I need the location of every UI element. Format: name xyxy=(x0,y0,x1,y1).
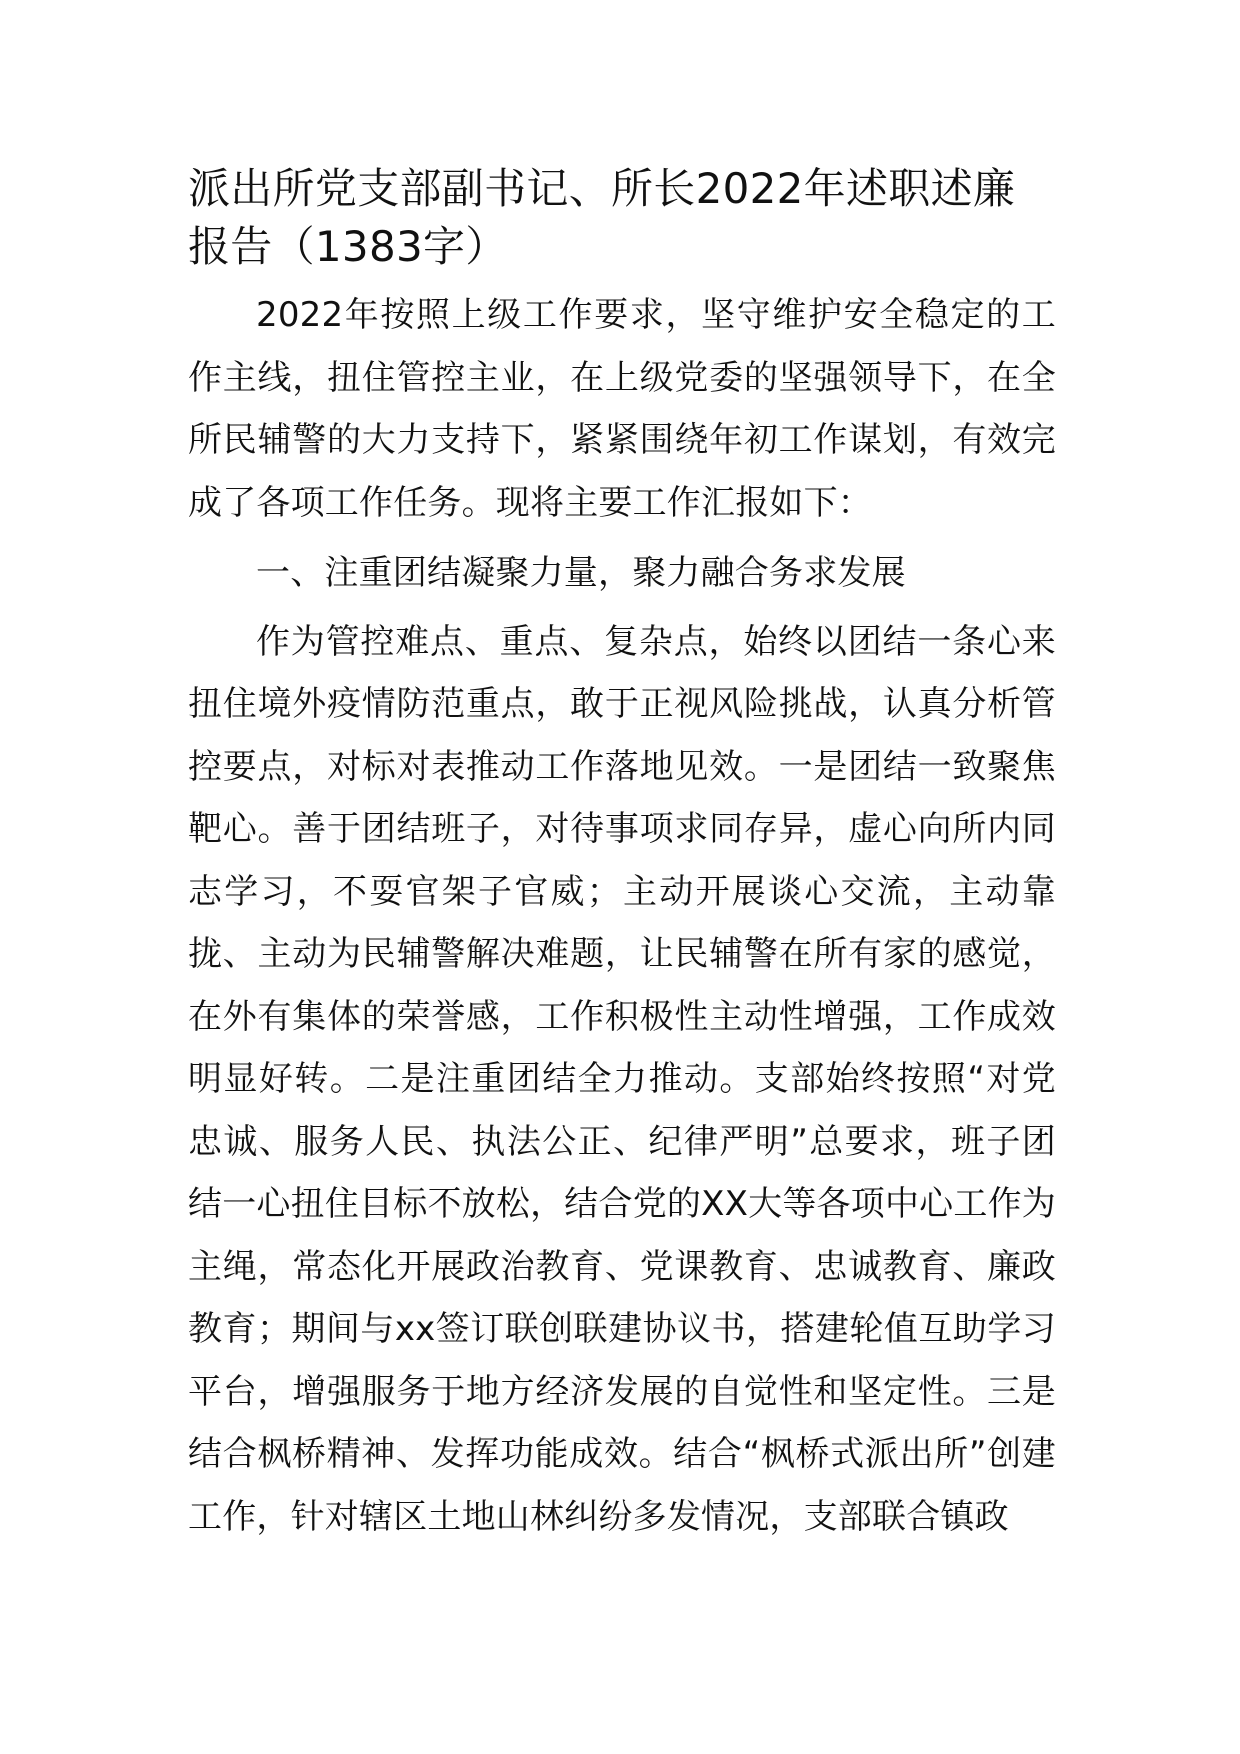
document-title: 派出所党支部副书记、所长2022年述职述廉报告（1383字） xyxy=(188,164,1016,271)
section-paragraph: 作为管控难点、重点、复杂点，始终以团结一条心来扭住境外疫情防范重点，敢于正视风险挑战，认真分析管控要点，对标对表推动工作落地见效。一是团结一致聚焦靶心。善于团结班子，对待事项求同存异，虚心向所内同志学习，不耍官架子官威；主动开展谈心交流，主动靠拢、主动为民辅警解决难题，让民辅警在所有家的感觉，在外有集体的荣誉感，工作积极性主动性增强，工作成效明显好转。二是注重团结全力推动。支部始终按照“对党忠诚、服务人民、执法公正、纪律严明”总要求，班子团结一心扭住目标不放松，结合党的XX大等各项中心工作为主绳，常态化开展政治教育、党课教育、忠诚教育、廉政教育；期间与xx签订联创联建协议书，搭建轮值互助学习平台，增强服务于地方经济发展的自觉性和坚定性。三是结合枫桥精神、发挥功能成效。结合“枫桥式派出所”创建工作，针对辖区土地山林纠纷多发情况，支部联合镇政 xyxy=(188,621,1056,1537)
section-heading: 一、注重团结凝聚力量，聚力融合务求发展 xyxy=(256,553,906,593)
intro-paragraph: 2022年按照上级工作要求，坚守维护安全稳定的工作主线，扭住管控主业，在上级党委的坚强领导下，在全所民辅警的大力支持下，紧紧围绕年初工作谋划，有效完成了各项工作任务。现将主要工作汇报如下： xyxy=(188,295,1056,523)
document-body xyxy=(188,160,1056,1548)
